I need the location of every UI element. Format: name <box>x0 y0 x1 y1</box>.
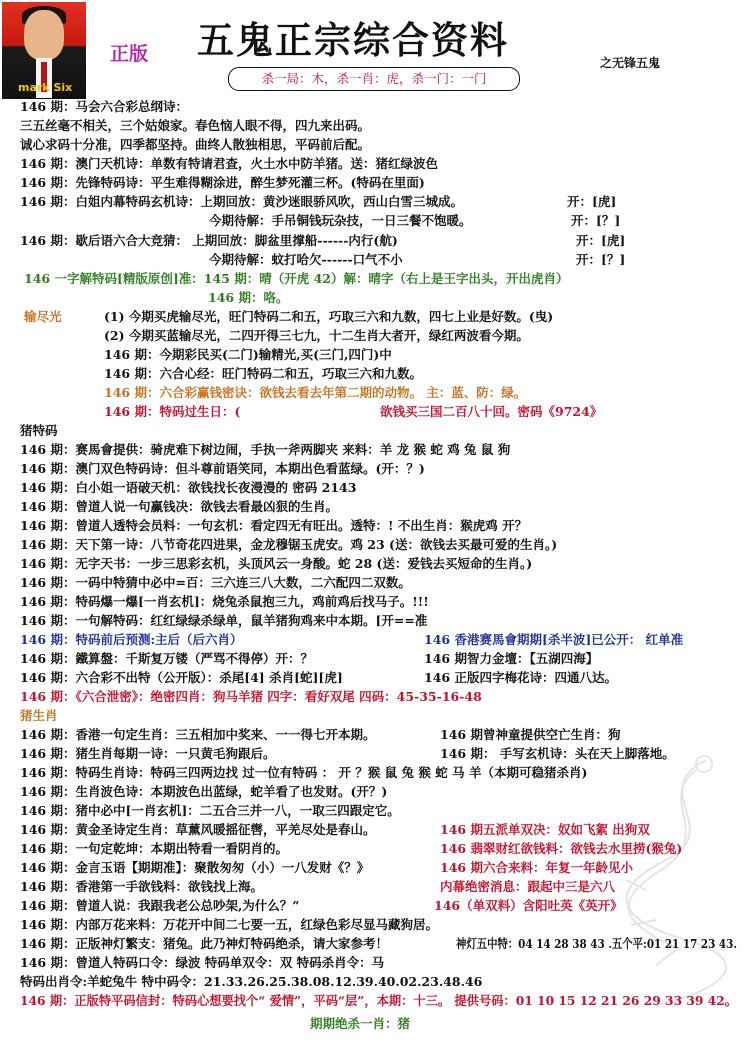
text-segment: 三五丝毫不相关，三个姑娘家。春色恼人眼不得，四九来出码。 <box>20 118 371 133</box>
text-segment: 期期绝杀一肖：猪 <box>310 1016 411 1031</box>
text-line <box>104 349 392 362</box>
text-segment: 146 期：六合彩赢钱密诀：欲钱去看去年第二期的动物。 主：蓝、防：绿。 <box>104 385 527 400</box>
text-line <box>440 843 682 856</box>
text-segment: 146 期：内部万花来料：万花开中间二七要一五，红绿色彩尽显马藏狗居。 <box>20 917 438 932</box>
text-segment: 146 期：金言玉语【期期准】：聚散匆匆（小）一八发财《？》 <box>20 860 370 875</box>
text-line <box>20 139 370 152</box>
text-segment: 146 期：六合心经：旺门特码二和五，巧取三六和九数。 <box>104 366 422 381</box>
text-segment: 开：[？] <box>571 213 621 228</box>
text-line <box>440 862 633 875</box>
text-segment: 146 期：特码生肖诗：特码三四两边找 过一位有特码 ： 开 ？猴 鼠 兔 猴 蛇 马 羊（本期可稳猪杀肖) <box>20 765 588 780</box>
text-segment: 146 翡翠财红欲钱料：欲钱去水里捞(猴兔) <box>440 841 683 856</box>
text-line <box>20 235 398 248</box>
text-segment: (2) 今期买蓝输尽光，二四开得三七九，十二生肖大者开，绿红两波看今期。 <box>104 328 529 343</box>
text-segment: 146 期：先锋特码诗：平生难得糊涂进，醉生梦死灌三杯。(特码在里面) <box>20 175 425 190</box>
text-segment: 146 期：六合彩不出特（公开版）：杀尾[4] 杀肖[蛇][虎] <box>20 670 343 685</box>
text-segment: 146 期：曾道人透特会员料：一句玄机：看定四无有旺出。透特：! 不出生肖：猴虎鸡 开？ <box>20 518 528 533</box>
text-line <box>20 729 375 742</box>
text-line <box>20 444 510 457</box>
text-line <box>209 254 403 267</box>
text-segment: 猪生肖 <box>20 708 58 723</box>
text-segment: 146 香港赛馬會期期[杀半波]已公开： 红单准 <box>424 632 684 647</box>
mark-six-logo: mark Six <box>18 81 73 94</box>
text-segment: 今期待解：手吊铜钱玩杂技，一日三餐不饱暖。 <box>209 213 472 228</box>
text-line <box>440 881 615 894</box>
text-segment: 146 期：黄金圣诗定生肖：草薰风暖摇征辔，平羌尽处是春山。 <box>20 822 376 837</box>
text-segment: 146 期：今期彩民买(二门)输精光,买(三门,四门)中 <box>104 347 392 362</box>
text-line <box>20 463 425 476</box>
edition-label: 正版 <box>110 43 149 65</box>
text-line <box>20 976 482 989</box>
text-line <box>104 368 422 381</box>
text-line <box>380 406 602 419</box>
text-segment: 146 期：特码过生日：( <box>104 404 241 419</box>
text-line <box>104 330 529 343</box>
text-segment: 146 期：特码前后预测:主后（后六肖） <box>20 632 243 647</box>
text-segment: 猪特码 <box>20 423 58 438</box>
text-line <box>104 387 526 400</box>
text-line <box>209 215 472 228</box>
text-line <box>20 615 427 628</box>
text-segment: 146 期：澳门双色特码诗：但斗尊前语笑同，本期出色看蓝绿。(开：？) <box>20 461 425 476</box>
text-line <box>20 520 527 533</box>
text-segment: 146 期：歇后语六合大竞猜： 上期回放：脚盆里撑船------内行(航) <box>20 233 398 248</box>
aux-note: 之无锋五鬼 <box>600 56 661 70</box>
text-segment: 146 期：香港第一手欲钱料：欲钱找上海。 <box>20 879 263 894</box>
text-segment: 开：[虎] <box>567 194 617 209</box>
text-line <box>20 957 384 970</box>
text-line <box>20 786 387 799</box>
text-line <box>24 273 568 286</box>
page-title: 五鬼正宗综合资料 <box>197 18 509 62</box>
text-segment: 146 正版四字梅花诗：四通八达。 <box>424 670 617 685</box>
text-line <box>20 653 313 666</box>
text-line <box>20 919 438 932</box>
text-line <box>20 824 375 837</box>
text-line <box>424 653 598 666</box>
text-segment: 146 期：猪生肖每期一诗：一只黄毛狗跟后。 <box>20 746 276 761</box>
text-segment: 146 期五派单双决：奴如飞絮 出狗双 <box>440 822 650 837</box>
text-line <box>20 177 425 190</box>
text-segment: 146 期：猪中必中[一肖玄机]：二五合三并一八，一取三四跟定它。 <box>20 803 400 818</box>
text-segment: 开：[？] <box>576 252 626 267</box>
text-segment: 146 期智力金壇：【五湖四海】 <box>424 651 599 666</box>
text-segment: 神灯五中特：04 14 28 38 43 .五个平:01 21 17 23 43. <box>456 936 737 951</box>
author-photo <box>2 2 86 99</box>
text-segment: 146 期：白姐内幕特码玄机诗：上期回放：黄沙迷眼骄风吹，西山白雪三城成。 <box>20 194 463 209</box>
text-segment: 146 期：天下第一诗：八节奇花四进果，金龙穆锯玉虎安。鸡 23 (送：欲钱去买最可爱的生肖。) <box>20 537 558 552</box>
text-segment: 146 期：正版特平码信封：特码心想要找个“ 爱情”，平码“层”，本期：十三。 提供号码：01 10 15 12 21 26 29 33 39 42。 <box>20 993 738 1008</box>
text-line <box>434 900 623 913</box>
text-segment: 146 期：鐵算盤：千斯复万镂（严骂不得停）开：？ <box>20 651 313 666</box>
text-line <box>310 1018 410 1031</box>
text-line <box>20 995 737 1008</box>
text-segment: 欲钱买三国二百八十回。密码《9724》 <box>380 404 603 419</box>
text-segment: 输尽光 <box>24 309 62 324</box>
text-segment: 特码出肖令:羊蛇兔牛 特中码令：21.33.26.25.38.08.12.39.40.02.23.48.46 <box>20 974 483 989</box>
text-line <box>24 311 62 324</box>
text-line <box>20 710 58 723</box>
text-line <box>20 843 288 856</box>
text-line <box>20 634 243 647</box>
text-line <box>20 596 429 609</box>
text-line <box>20 501 338 514</box>
text-line <box>20 558 532 571</box>
text-line <box>576 254 625 267</box>
text-segment: 146 期：赛馬會提供：骑虎难下树边闹，手执一斧两脚夹 来料：羊 龙 猴 蛇 鸡 兔 鼠 狗 <box>20 442 511 457</box>
text-line <box>20 120 370 133</box>
text-line <box>424 634 683 647</box>
text-segment: 开：[虎] <box>576 233 626 248</box>
text-segment: 146 期：无字天书：一步三思彩玄机，头顶风云一身酸。蛇 28 (送：爱钱去买短命的生肖。) <box>20 556 533 571</box>
text-segment: 146 期：生肖波色诗：本期波色出蓝绿，蛇羊看了也发财。(开？) <box>20 784 388 799</box>
text-segment: 146 期：《六合泄密》：绝密四肖：狗马羊猪 四字：看好双尾 四码：45-35-16-48 <box>20 689 482 704</box>
text-segment: 146 期：白小姐一语破天机：欲钱找长夜漫漫的 密码 2143 <box>20 480 357 495</box>
text-line <box>104 311 553 324</box>
text-line <box>104 406 240 419</box>
text-segment: 诚心求码十分准，四季都坚持。曲终人散独相思，平码前后配。 <box>20 137 371 152</box>
text-line <box>576 235 625 248</box>
text-line <box>571 215 620 228</box>
text-line <box>424 672 617 685</box>
text-segment: 146 期：一码中特猜中必中=百：三六连三八大数，二六配四二双数。 <box>20 575 411 590</box>
text-segment: 146 期六合来料：年复一年龄见小 <box>440 860 633 875</box>
text-segment: 146 期：一句解特码：红红绿绿杀绿单，鼠羊猪狗鸡来中本期。[开==准 <box>20 613 428 628</box>
text-line <box>20 881 263 894</box>
text-segment: 146 期：特码爆一爆[一肖玄机]：烧兔杀鼠抱三九，鸡前鸡后找马子。!!! <box>20 594 429 609</box>
text-segment: 146 期： 手写玄机诗：头在天上脚落地。 <box>440 746 675 761</box>
text-line <box>20 539 557 552</box>
text-line <box>20 862 369 875</box>
text-line <box>20 691 482 704</box>
text-line <box>20 425 58 438</box>
text-line <box>440 729 620 742</box>
text-segment: 146 期：咯。 <box>208 290 289 305</box>
text-line <box>20 577 411 590</box>
text-segment: 146 期：一句定乾坤：本期出特看一看阴肖的。 <box>20 841 288 856</box>
text-segment: 146 期：曾道人特码口令：绿波 特码单双令：双 特码杀肖令：马 <box>20 955 385 970</box>
text-segment: 146 一字解特码[精版原创]准：145 期：晴（开虎 42）解：晴字（右上是王字出头，开出虎肖） <box>24 271 569 286</box>
text-line <box>20 805 400 818</box>
text-line <box>20 938 388 951</box>
text-line <box>208 292 288 305</box>
text-line <box>20 101 188 114</box>
text-line <box>20 482 356 495</box>
text-segment: 146 期：正版神灯繁支：猪兔。此乃神灯特码绝杀，请大家参考！ <box>20 936 388 951</box>
text-line <box>440 748 675 761</box>
text-line <box>20 672 343 685</box>
text-segment: (1) 今期买虎输尽光，旺门特码二和五，巧取三六和九数，四七上业是好数。(曳) <box>104 309 554 324</box>
text-segment: 146 期：曾道人说一句赢钱决：欲钱去看最凶狠的生肖。 <box>20 499 338 514</box>
text-line <box>20 158 438 171</box>
text-line <box>440 824 650 837</box>
text-segment: 今期待解：蚊打哈欠------口气不小 <box>209 252 403 267</box>
text-segment: 内幕绝密消息：跟起中三是六八 <box>440 879 616 894</box>
text-segment: 146 期：曾道人说：我跟我老公总吵架,为什么？” <box>20 898 300 913</box>
text-line <box>20 748 275 761</box>
text-segment: 146 期曾神童提供空亡生肖：狗 <box>440 727 621 742</box>
text-segment: 146 期：澳门天机诗：单数有特请君查，火土水中防羊猪。送：猪红绿波色 <box>20 156 438 171</box>
text-segment: 146 期：香港一句定生肖：三五相加中奖来、一一得七开本期。 <box>20 727 376 742</box>
text-line <box>20 196 463 209</box>
text-line <box>20 767 587 780</box>
kill-summary-text: 杀一局：木，杀一肖：虎，杀一门：一门 <box>261 70 487 86</box>
text-segment: 146 期：马会六合彩总纲诗： <box>20 99 188 114</box>
text-line <box>20 900 300 913</box>
text-line <box>456 938 737 951</box>
kill-summary-bar <box>228 67 520 91</box>
text-segment: 146（单双料）含阳吐英《英开》 <box>434 898 623 913</box>
text-line <box>567 196 616 209</box>
